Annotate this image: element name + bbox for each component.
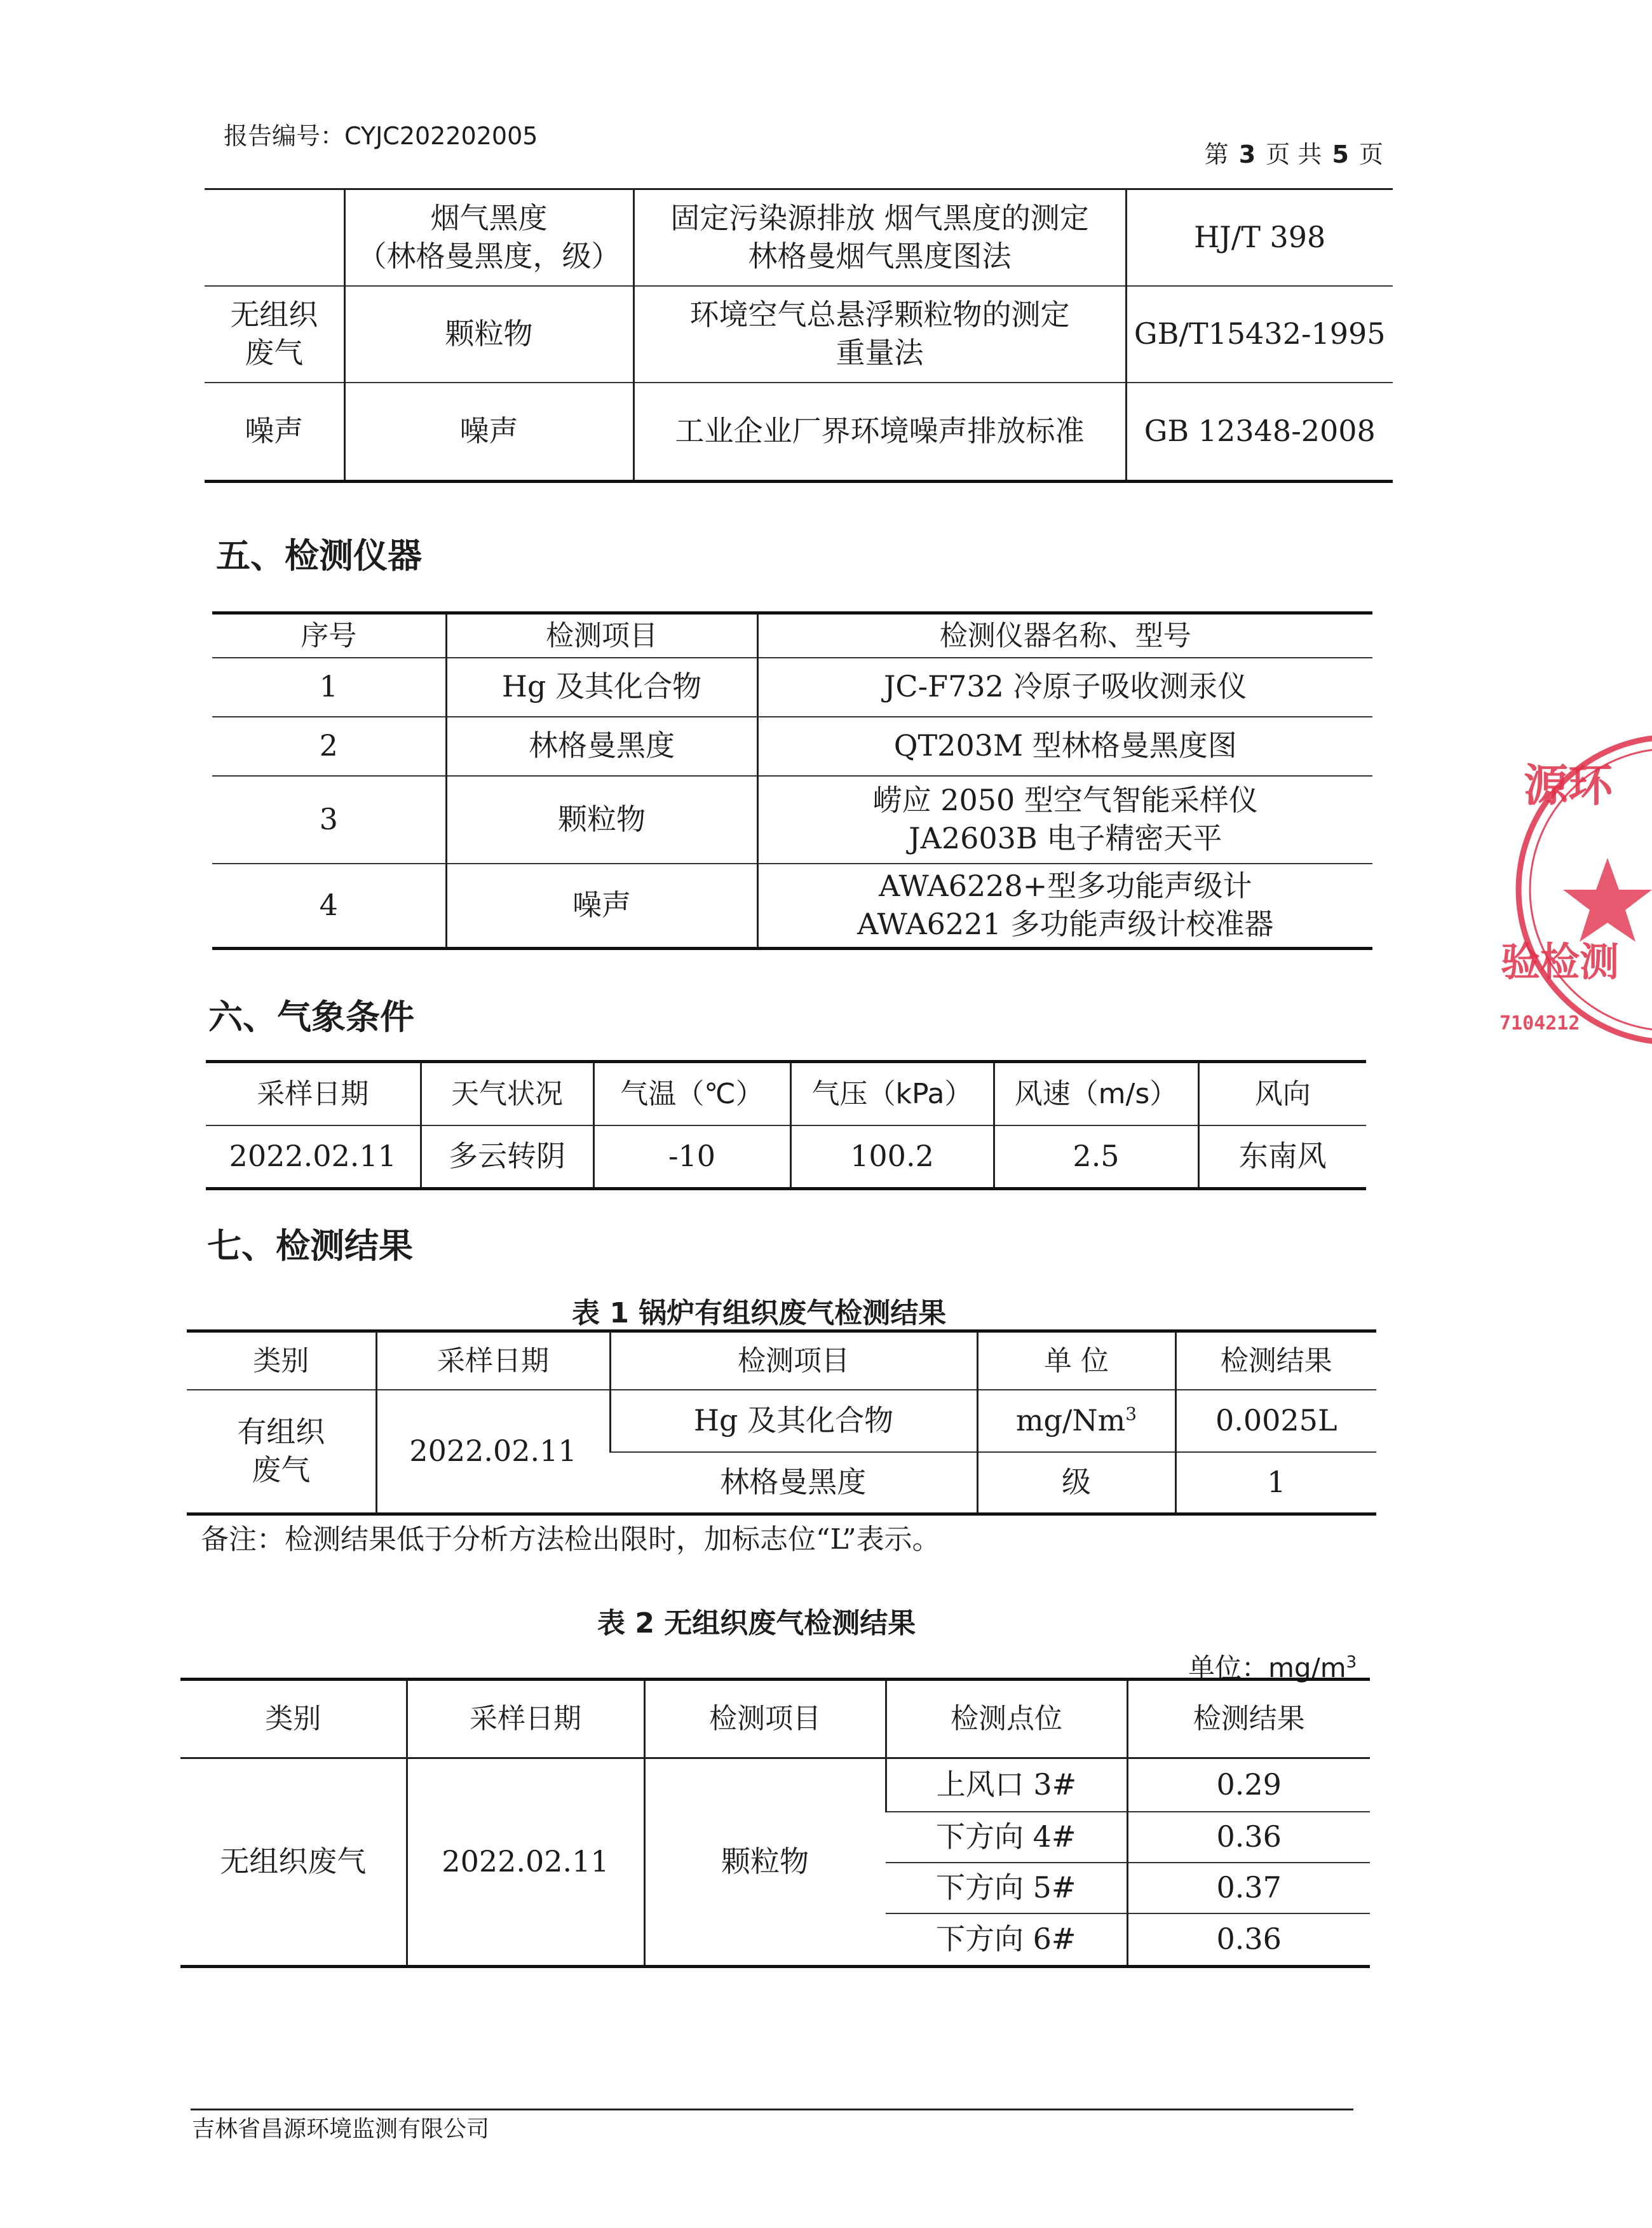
page-mid: 页 共 (1266, 140, 1322, 168)
date-cell: 2022.02.11 (407, 1758, 644, 1967)
category-line: 废气 (252, 1452, 311, 1487)
item-cell: 噪声 (344, 383, 633, 482)
standard-cell: GB/T15432-1995 (1126, 286, 1393, 383)
date-cell: 2022.02.11 (376, 1390, 610, 1514)
table-row (206, 1125, 1366, 1189)
unit-superscript: 3 (1346, 1653, 1357, 1672)
temperature-cell: -10 (593, 1125, 790, 1189)
header-cell: 采样日期 (376, 1331, 610, 1390)
table-row (212, 658, 1372, 717)
point-cell: 上风口 3# (886, 1758, 1127, 1812)
instruments-table (212, 611, 1372, 950)
item-cell: 颗粒物 (344, 286, 633, 383)
method-line: 重量法 (836, 335, 924, 370)
page-total: 5 (1332, 140, 1349, 168)
report-number-label: 报告编号： (224, 122, 345, 150)
category-cell: 噪声 (245, 413, 304, 448)
table-row (212, 864, 1372, 949)
report-number-value: CYJC202202005 (344, 122, 538, 150)
table-header-row (180, 1680, 1370, 1758)
item-cell: 林格曼黑度 (446, 717, 757, 776)
result-cell: 0.36 (1127, 1812, 1370, 1863)
item-cell: Hg 及其化合物 (610, 1390, 977, 1452)
item-cell: 噪声 (446, 864, 757, 949)
item-cell: Hg 及其化合物 (446, 658, 757, 717)
item-cell (344, 189, 633, 286)
seal-text-mid: 验检测 (1501, 939, 1620, 985)
footer-divider (191, 2109, 1353, 2110)
instrument-cell (757, 776, 1372, 864)
table-row (205, 189, 1393, 286)
instrument-line: AWA6221 多功能声级计校准器 (857, 906, 1274, 941)
method-line: 林格曼烟气黑度图法 (748, 238, 1012, 273)
section-5-title: 五、检测仪器 (216, 536, 422, 576)
table1-caption: 表 1 锅炉有组织废气检测结果 (572, 1297, 947, 1329)
item-line: （林格曼黑度，级） (357, 238, 621, 273)
item-cell: 颗粒物 (446, 776, 757, 864)
item-cell: 林格曼黑度 (720, 1464, 867, 1499)
table-row (212, 717, 1372, 776)
category-line: 废气 (245, 335, 304, 370)
category-cell (187, 1390, 376, 1514)
table-row (180, 1758, 1370, 1812)
header-cell: 风向 (1198, 1062, 1366, 1125)
header-cell: 检测结果 (1127, 1680, 1370, 1758)
no-cell: 1 (319, 669, 338, 704)
header-cell: 检测点位 (886, 1680, 1127, 1758)
method-line: 固定污染源排放 烟气黑度的测定 (670, 200, 1089, 235)
header-cell: 检测仪器名称、型号 (757, 613, 1372, 658)
method-line: 环境空气总悬浮颗粒物的测定 (689, 297, 1070, 332)
standard-cell: GB 12348-2008 (1126, 383, 1393, 482)
result-cell: 0.37 (1127, 1863, 1370, 1913)
table-header-row (206, 1062, 1366, 1125)
wind-direction-cell: 东南风 (1198, 1125, 1366, 1189)
method-cell (633, 189, 1126, 286)
unit-cell: 级 (977, 1452, 1175, 1514)
header-cell: 风速（m/s） (994, 1062, 1198, 1125)
method-cell: 工业企业厂界环境噪声排放标准 (633, 383, 1126, 482)
table1-note: 备注：检测结果低于分析方法检出限时，加标志位“L”表示。 (201, 1523, 940, 1556)
header-cell: 检测项目 (610, 1331, 977, 1390)
unit-label: 单位：mg/m (1188, 1652, 1346, 1683)
header-cell: 检测项目 (644, 1680, 886, 1758)
instrument-line: JA2603B 电子精密天平 (909, 820, 1222, 855)
point-cell: 下方向 6# (936, 1921, 1076, 1956)
standard-cell: HJ/T 398 (1126, 189, 1393, 286)
result-cell: 1 (1175, 1452, 1376, 1514)
page-suffix: 页 (1358, 140, 1383, 168)
seal-text-number: 7104212 (1500, 1012, 1580, 1035)
results-table-1 (187, 1329, 1376, 1516)
seal-star-icon (1563, 858, 1652, 942)
unit-text: mg/Nm (1015, 1403, 1126, 1437)
page-prefix: 第 (1204, 140, 1229, 168)
unit-superscript: 3 (1125, 1403, 1137, 1425)
table-row (187, 1390, 1376, 1452)
weather-cell: 多云转阴 (421, 1125, 593, 1189)
date-cell: 2022.02.11 (229, 1138, 396, 1173)
instrument-cell (757, 864, 1372, 949)
instrument-line: AWA6228+型多功能声级计 (879, 868, 1252, 903)
official-seal-stamp (1500, 731, 1652, 1061)
header-cell: 采样日期 (257, 1077, 369, 1110)
item-cell: 颗粒物 (644, 1758, 886, 1967)
instrument-line: 崂应 2050 型空气智能采样仪 (872, 782, 1258, 817)
section-6-title: 六、气象条件 (208, 997, 414, 1037)
table-row (205, 286, 1393, 383)
methods-table (205, 188, 1393, 483)
table-header-row (212, 613, 1372, 658)
table-row (205, 383, 1393, 482)
header-cell: 气压（kPa） (790, 1062, 994, 1125)
weather-table (206, 1060, 1366, 1190)
instrument-cell: JC-F732 冷原子吸收测汞仪 (757, 658, 1372, 717)
category-line: 有组织 (237, 1414, 325, 1449)
result-cell: 0.0025L (1175, 1390, 1376, 1452)
item-line: 烟气黑度 (430, 200, 548, 235)
report-number (224, 116, 538, 151)
no-cell: 2 (319, 728, 338, 763)
result-cell: 0.29 (1127, 1758, 1370, 1812)
category-cell: 无组织废气 (180, 1758, 407, 1967)
header-cell: 检测结果 (1175, 1331, 1376, 1390)
results-table-2 (180, 1678, 1370, 1968)
header-cell: 单 位 (977, 1331, 1175, 1390)
point-cell: 下方向 5# (936, 1870, 1076, 1905)
page-current: 3 (1238, 140, 1256, 168)
header-cell: 天气状况 (421, 1062, 593, 1125)
pressure-cell: 100.2 (790, 1125, 994, 1189)
wind-speed-cell: 2.5 (994, 1125, 1198, 1189)
page-indicator (1205, 135, 1383, 170)
result-cell: 0.36 (1127, 1913, 1370, 1967)
category-line: 无组织 (230, 297, 318, 332)
seal-text-top: 源环 (1524, 759, 1613, 812)
method-cell (633, 286, 1126, 383)
table2-caption: 表 2 无组织废气检测结果 (597, 1607, 916, 1640)
section-7-title: 七、检测结果 (207, 1226, 413, 1266)
category-cell (205, 189, 344, 286)
category-cell (205, 286, 344, 383)
header-cell: 序号 (301, 619, 357, 652)
table-row (212, 776, 1372, 864)
header-cell: 类别 (253, 1344, 309, 1377)
table-header-row (187, 1331, 1376, 1390)
no-cell: 3 (319, 801, 338, 836)
header-cell: 采样日期 (407, 1680, 644, 1758)
instrument-cell: QT203M 型林格曼黑度图 (757, 717, 1372, 776)
header-cell: 检测项目 (446, 613, 757, 658)
unit-cell (977, 1390, 1175, 1452)
header-cell: 类别 (265, 1702, 322, 1736)
point-cell: 下方向 4# (936, 1819, 1076, 1854)
footer-company: 吉林省昌源环境监测有限公司 (192, 2116, 490, 2142)
no-cell: 4 (319, 887, 338, 922)
header-cell: 气温（℃） (593, 1062, 790, 1125)
